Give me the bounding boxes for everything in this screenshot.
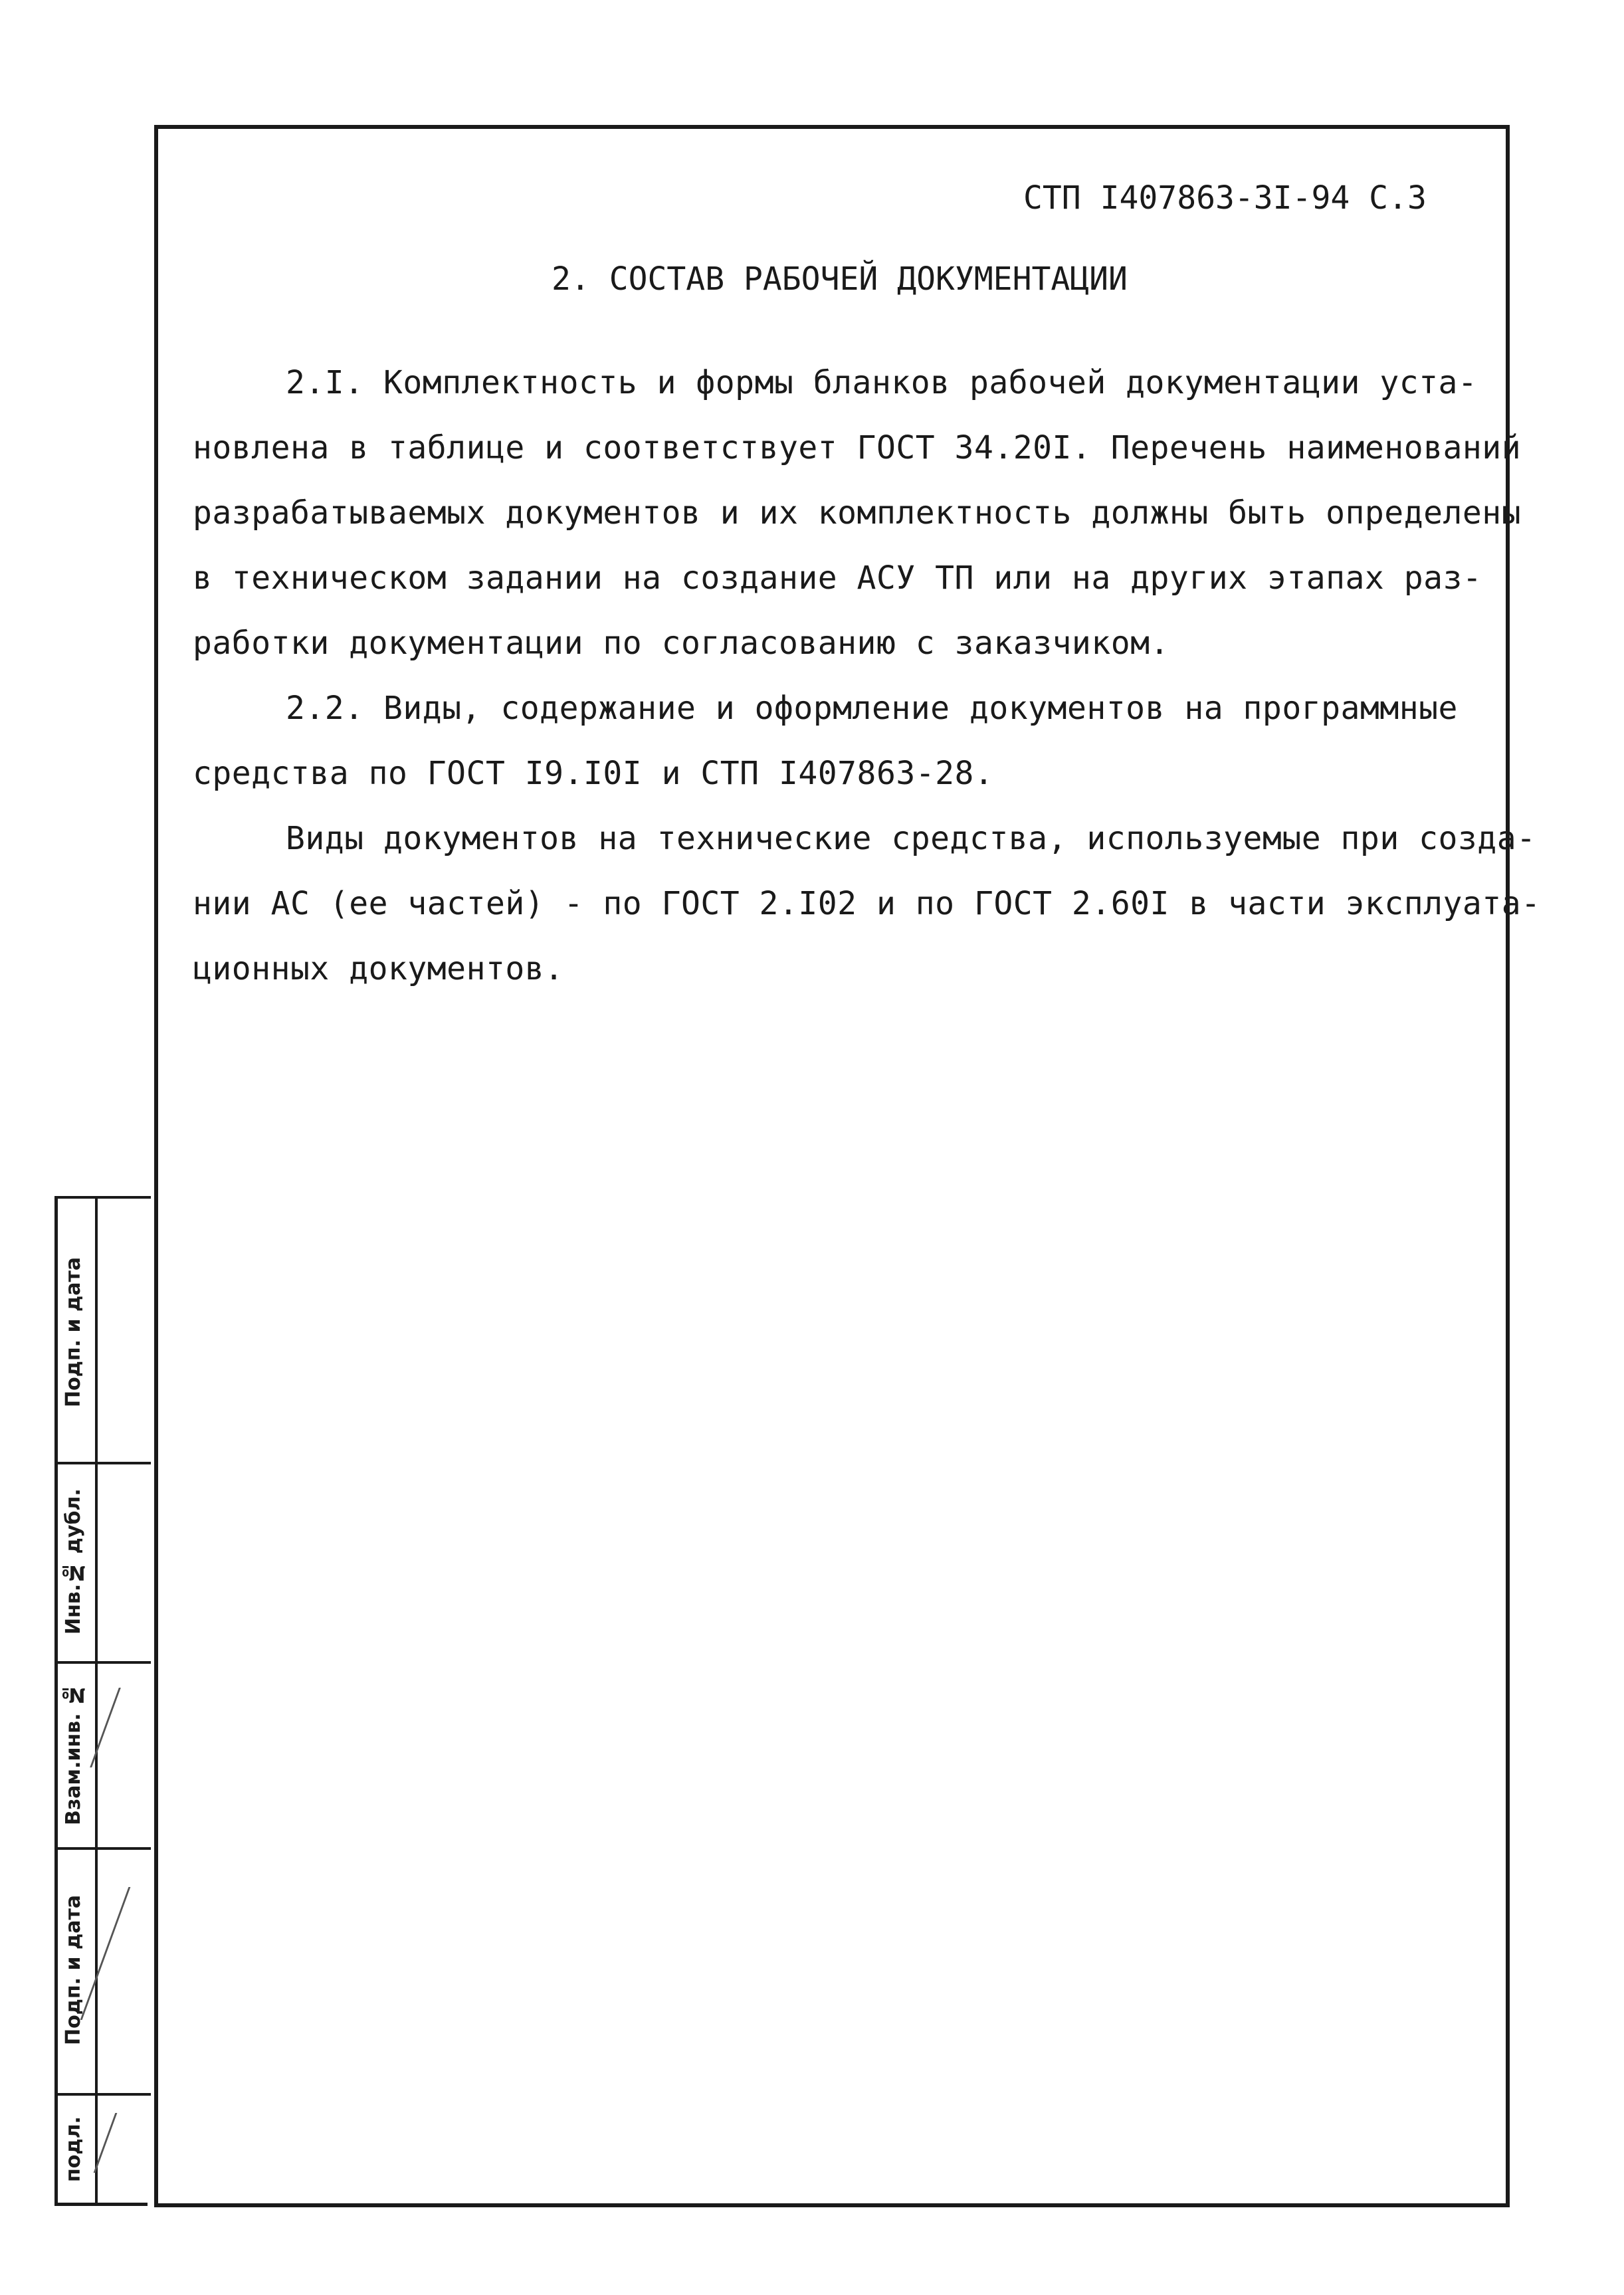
paragraph-line: разрабатываемых документов и их комплектность должны быть определены	[193, 494, 1522, 532]
paragraph-line: новлена в таблице и соответствует ГОСТ 34.20I. Перечень наименований	[193, 429, 1522, 466]
paragraph-line: ционных документов.	[193, 950, 564, 987]
stamp-divider	[58, 1847, 151, 1850]
paragraph-line: работки документации по согласованию с заказчиком.	[193, 625, 1169, 662]
stamp-divider	[58, 1196, 151, 1199]
paragraph-line: средства по ГОСТ I9.I0I и СТП I407863-28.	[193, 755, 994, 792]
stamp-label-dup-inv: Инв.№ дубл.	[62, 1488, 85, 1635]
stamp-divider	[58, 2093, 151, 2096]
stamp-label-sign-date-2: Подп. и дата	[62, 1894, 85, 2046]
paragraph-line: нии АС (ее частей) - по ГОСТ 2.I02 и по ГОСТ 2.60I в части эксплуата-	[193, 885, 1541, 922]
handwritten-mark	[90, 1688, 161, 1767]
stamp-label-sign-date: Подп. и дата	[62, 1256, 85, 1408]
paragraph-line: 2.I. Комплектность и формы бланков рабочей документации уста-	[286, 364, 1478, 401]
stamp-divider	[95, 1196, 98, 2203]
stamp-label-original: подл.	[62, 2116, 85, 2183]
paragraph-line: Виды документов на технические средства, используемые при созда-	[286, 820, 1536, 857]
stamp-label-replace-inv: Взам.инв. №	[62, 1682, 85, 1826]
section-title: 2. СОСТАВ РАБОЧЕЙ ДОКУМЕНТАЦИИ	[552, 260, 1128, 298]
document-code: СТП I407863-3I-94 С.3	[1023, 179, 1427, 217]
handwritten-mark	[94, 2113, 157, 2173]
paragraph-line: 2.2. Виды, содержание и оформление документов на программные	[286, 690, 1458, 727]
side-stamp	[54, 1196, 148, 2206]
stamp-divider	[58, 1661, 151, 1664]
paragraph-line: в техническом задании на создание АСУ ТП или на других этапах раз-	[193, 559, 1482, 597]
stamp-divider	[58, 1462, 151, 1464]
